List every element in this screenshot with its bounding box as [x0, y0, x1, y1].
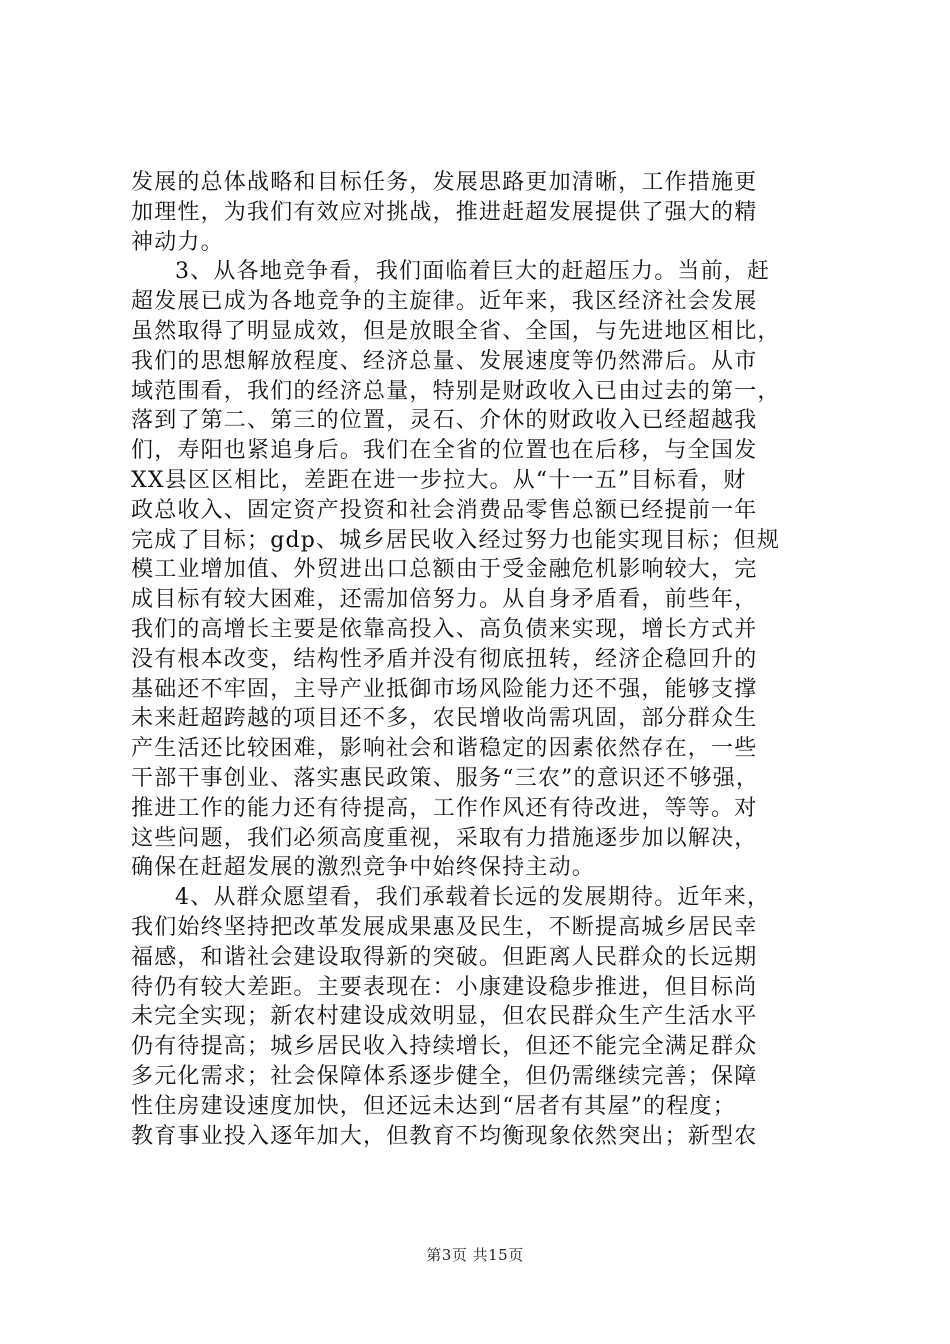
text-line: 我们的思想解放程度、经济总量、发展速度等仍然滞后。从市: [131, 348, 758, 374]
text-line: 推进工作的能力还有待提高，工作作风还有待改进，等等。对: [131, 795, 758, 821]
text-line: 教育事业投入逐年加大，但教育不均衡现象依然突出；新型农: [131, 1123, 758, 1149]
paragraph-start-line: 4、从群众愿望看，我们承载着长远的发展期待。近年来，: [175, 885, 771, 911]
text-line: 完成了目标；gdp、城乡居民收入经过努力也能实现目标；但规: [131, 527, 781, 553]
text-line: 产生活还比较困难，影响社会和谐稳定的因素依然存在，一些: [131, 736, 758, 762]
text-line: 福感，和谐社会建设取得新的突破。但距离人民群众的长远期: [131, 944, 758, 970]
document-body: [131, 168, 831, 1151]
paragraph-start-line: 3、从各地竞争看，我们面临着巨大的赶超压力。当前，赶: [175, 259, 771, 285]
text-line: 未完全实现；新农村建设成效明显，但农民群众生产生活水平: [131, 1004, 758, 1030]
text-line: 多元化需求；社会保障体系逐步健全，但仍需继续完善；保障: [131, 1063, 758, 1089]
text-line: 没有根本改变，结构性矛盾并没有彻底扭转，经济企稳回升的: [131, 646, 758, 672]
text-line: 干部干事创业、落实惠民政策、服务“三农”的意识还不够强，: [131, 765, 760, 791]
text-line: 虽然取得了明显成效，但是放眼全省、全国，与先进地区相比，: [131, 318, 781, 344]
text-line: 我们始终坚持把改革发展成果惠及民生，不断提高城乡居民幸: [131, 914, 758, 940]
text-line: 超发展已成为各地竞争的主旋律。近年来，我区经济社会发展: [131, 289, 758, 315]
text-line: 政总收入、固定资产投资和社会消费品零售总额已经提前一年: [131, 497, 758, 523]
text-line: 仍有待提高；城乡居民收入持续增长，但还不能完全满足群众: [131, 1034, 758, 1060]
text-line: 确保在赶超发展的激烈竞争中始终保持主动。: [131, 855, 596, 881]
text-line: 域范围看，我们的经济总量，特别是财政收入已由过去的第一，: [131, 378, 781, 404]
text-line: 们，寿阳也紧追身后。我们在全省的位置也在后移，与全国发: [131, 438, 758, 464]
text-line: 神动力。: [131, 229, 224, 255]
text-line: 性住房建设速度加快，但还远未达到“居者有其屋”的程度；: [131, 1093, 736, 1119]
text-line: 加理性，为我们有效应对挑战，推进赶超发展提供了强大的精: [131, 199, 758, 225]
text-line: 我们的高增长主要是依靠高投入、高负债来实现，增长方式并: [131, 616, 758, 642]
text-line: 成目标有较大困难，还需加倍努力。从自身矛盾看，前些年，: [131, 587, 758, 613]
text-line: 待仍有较大差距。主要表现在：小康建设稳步推进，但目标尚: [131, 974, 758, 1000]
text-line: 未来赶超跨越的项目还不多，农民增收尚需巩固，部分群众生: [131, 706, 758, 732]
text-line: XX县区区相比，差距在进一步拉大。从“十一五”目标看，财: [131, 467, 747, 493]
page-number-footer: 第3页 共15页: [426, 1246, 524, 1264]
text-line: 落到了第二、第三的位置，灵石、介休的财政收入已经超越我: [131, 408, 758, 434]
text-line: 模工业增加值、外贸进出口总额由于受金融危机影响较大，完: [131, 557, 758, 583]
text-line: 发展的总体战略和目标任务，发展思路更加清晰，工作措施更: [131, 170, 758, 195]
text-line: 这些问题，我们必须高度重视，采取有力措施逐步加以解决，: [131, 825, 758, 851]
text-line: 基础还不牢固，主导产业抵御市场风险能力还不强，能够支撑: [131, 676, 758, 702]
